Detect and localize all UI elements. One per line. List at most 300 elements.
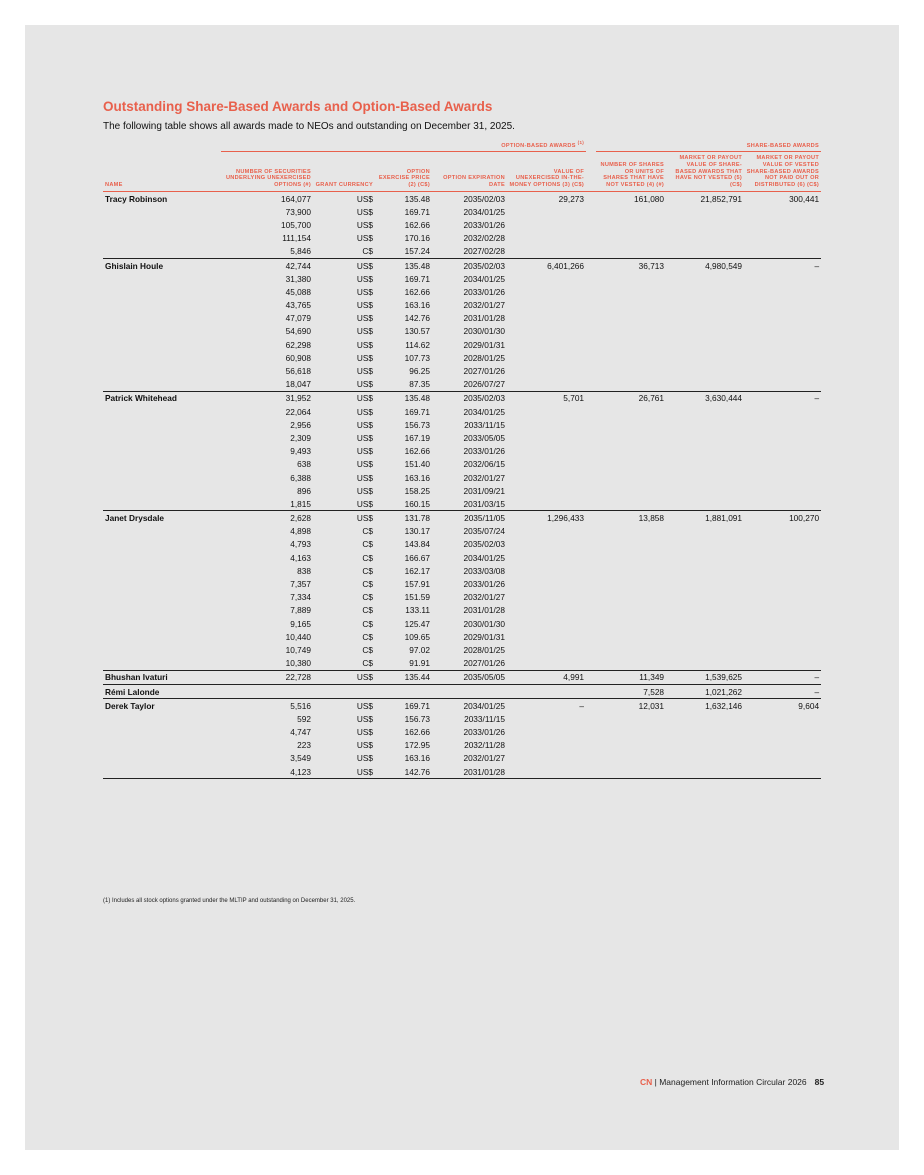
securities-cell: 3,549 — [290, 753, 311, 764]
units-cell — [596, 739, 666, 752]
expiry-cell: 2026/07/27 — [463, 379, 505, 390]
value-cell — [507, 484, 586, 497]
neo-name-cell — [103, 445, 221, 458]
units-cell — [596, 752, 666, 765]
payout-vested-cell — [744, 525, 821, 538]
table-row — [103, 564, 821, 577]
securities-cell: 7,889 — [290, 605, 311, 616]
units-cell: 11,349 — [596, 670, 666, 684]
currency-cell: C$ — [362, 579, 373, 590]
units-cell — [596, 405, 666, 418]
price-cell: 125.47 — [404, 618, 430, 629]
value-cell — [507, 218, 586, 231]
currency-cell: C$ — [362, 618, 373, 629]
units-cell — [596, 364, 666, 377]
neo-name-cell — [103, 205, 221, 218]
neo-name-cell: Ghislain Houle — [103, 258, 221, 272]
value-cell: 6,401,266 — [507, 258, 586, 272]
payout-unvested-cell — [666, 551, 744, 564]
price-cell: 135.48 — [375, 258, 432, 272]
value-cell — [507, 591, 586, 604]
neo-name-cell: Janet Drysdale — [103, 511, 221, 525]
value-cell — [507, 325, 586, 338]
value-cell — [507, 232, 586, 245]
spacer-cell — [586, 418, 596, 431]
table-row — [103, 630, 821, 643]
securities-cell: 896 — [297, 485, 311, 496]
payout-vested-cell — [744, 338, 821, 351]
payout-vested-cell — [744, 617, 821, 630]
table-row — [103, 272, 821, 285]
units-cell: 7,528 — [596, 684, 666, 698]
document-page — [25, 25, 899, 1150]
spacer-cell — [586, 657, 596, 671]
currency-cell: US$ — [356, 219, 373, 230]
payout-unvested-cell — [666, 604, 744, 617]
col-name: NAME — [103, 152, 221, 192]
spacer-cell — [586, 364, 596, 377]
neo-name-cell — [103, 232, 221, 245]
price-cell: 135.48 — [404, 193, 430, 204]
price-cell: 166.67 — [404, 552, 430, 563]
securities-cell: 111,154 — [282, 233, 311, 244]
table-row — [103, 765, 821, 779]
expiry-cell: 2031/01/28 — [463, 313, 505, 324]
spacer-cell — [586, 564, 596, 577]
table-row — [103, 205, 821, 218]
expiry-cell: 2027/02/28 — [463, 246, 505, 257]
securities-cell: 7,334 — [290, 592, 311, 603]
page-subtitle: The following table shows all awards made to NEOs and outstanding on December 31, 2025. — [103, 121, 515, 132]
currency-cell: US$ — [356, 366, 373, 377]
neo-name-cell — [103, 312, 221, 325]
neo-name-cell — [103, 657, 221, 671]
expiry-cell: 2033/01/26 — [463, 579, 505, 590]
currency-cell: US$ — [356, 419, 373, 430]
securities-cell: 105,700 — [281, 219, 311, 230]
table-row — [103, 525, 821, 538]
payout-unvested-cell — [666, 325, 744, 338]
neo-name-cell — [103, 752, 221, 765]
currency-cell: US$ — [356, 446, 373, 457]
units-cell: 12,031 — [596, 699, 666, 713]
payout-vested-cell: 100,270 — [744, 511, 821, 525]
awards-table — [103, 138, 821, 779]
neo-name-cell — [103, 564, 221, 577]
payout-vested-cell — [744, 657, 821, 671]
value-cell — [507, 205, 586, 218]
currency-cell: C$ — [362, 658, 373, 669]
neo-name-cell: Derek Taylor — [103, 699, 221, 713]
expiry-cell: 2033/11/15 — [464, 713, 505, 724]
units-cell — [596, 445, 666, 458]
currency-cell: US$ — [313, 670, 375, 684]
spacer-cell — [586, 458, 596, 471]
units-cell: 161,080 — [634, 193, 665, 204]
securities-cell: 22,064 — [285, 406, 311, 417]
neo-name-cell — [103, 285, 221, 298]
payout-vested-cell — [744, 497, 821, 511]
expiry-cell: 2030/01/30 — [463, 618, 505, 629]
value-cell — [507, 564, 586, 577]
securities-cell: 6,388 — [290, 472, 311, 483]
securities-cell: 838 — [297, 565, 311, 576]
spacer-cell — [586, 725, 596, 738]
spacer-cell — [586, 285, 596, 298]
price-cell — [375, 684, 432, 698]
expiry-cell: 2035/07/24 — [463, 526, 505, 537]
spacer-cell — [586, 497, 596, 511]
price-cell: 96.25 — [409, 366, 430, 377]
value-cell — [507, 445, 586, 458]
units-cell — [596, 245, 666, 259]
spacer-cell — [586, 484, 596, 497]
units-cell — [596, 298, 666, 311]
neo-name-cell — [103, 604, 221, 617]
payout-unvested-cell — [666, 577, 744, 590]
neo-name-cell — [103, 458, 221, 471]
expiry-cell: 2034/01/25 — [432, 699, 507, 713]
table-row — [103, 712, 821, 725]
value-cell — [507, 712, 586, 725]
payout-vested-cell — [744, 418, 821, 431]
value-cell — [507, 418, 586, 431]
neo-name-cell — [103, 364, 221, 377]
value-cell — [507, 752, 586, 765]
spacer-cell — [586, 405, 596, 418]
neo-name-cell — [103, 431, 221, 444]
payout-vested-cell — [744, 752, 821, 765]
payout-unvested-cell: 21,852,791 — [700, 193, 743, 204]
neo-name-cell — [103, 630, 221, 643]
neo-name-cell — [103, 643, 221, 656]
payout-unvested-cell — [666, 765, 744, 779]
payout-vested-cell — [744, 604, 821, 617]
value-cell — [507, 577, 586, 590]
currency-cell: US$ — [356, 300, 373, 311]
neo-name-cell — [103, 405, 221, 418]
col-price: OPTION EXERCISE PRICE (2) (C$) — [375, 152, 432, 192]
value-cell — [507, 538, 586, 551]
value-cell — [507, 364, 586, 377]
units-cell — [596, 617, 666, 630]
securities-cell: 47,079 — [285, 313, 311, 324]
units-cell — [596, 538, 666, 551]
value-cell — [507, 285, 586, 298]
price-cell: 135.44 — [375, 670, 432, 684]
spacer-cell — [586, 391, 596, 405]
expiry-cell: 2032/02/28 — [463, 233, 505, 244]
price-cell: 107.73 — [404, 352, 430, 363]
awards-table-body — [103, 191, 821, 778]
units-cell — [596, 591, 666, 604]
payout-vested-cell — [744, 272, 821, 285]
price-cell: 169.71 — [404, 206, 430, 217]
units-cell — [596, 765, 666, 779]
securities-cell: 10,380 — [285, 658, 311, 669]
expiry-cell: 2032/01/27 — [463, 592, 505, 603]
table-row — [103, 325, 821, 338]
payout-unvested-cell — [666, 630, 744, 643]
payout-unvested-cell — [666, 564, 744, 577]
table-row — [103, 484, 821, 497]
neo-name-cell — [103, 378, 221, 392]
units-cell — [596, 418, 666, 431]
securities-cell: 4,123 — [221, 765, 313, 779]
price-cell: 157.91 — [404, 579, 430, 590]
currency-cell: US$ — [313, 699, 375, 713]
price-cell: 169.71 — [375, 699, 432, 713]
currency-cell: US$ — [356, 233, 373, 244]
payout-unvested-cell: 4,980,549 — [666, 258, 744, 272]
neo-name-cell — [103, 538, 221, 551]
spacer-cell — [586, 351, 596, 364]
table-row — [103, 684, 821, 698]
table-row — [103, 364, 821, 377]
table-row — [103, 378, 821, 392]
payout-vested-cell: – — [744, 684, 821, 698]
securities-cell: 62,298 — [285, 339, 311, 350]
table-row — [103, 431, 821, 444]
value-cell — [507, 604, 586, 617]
spacer-cell — [586, 617, 596, 630]
payout-unvested-cell — [666, 458, 744, 471]
value-cell — [507, 298, 586, 311]
spacer-cell — [586, 591, 596, 604]
payout-unvested-cell — [666, 351, 744, 364]
value-cell — [507, 725, 586, 738]
units-cell — [596, 630, 666, 643]
value-cell: – — [507, 699, 586, 713]
expiry-cell: 2035/02/03 — [463, 539, 505, 550]
spacer-cell — [586, 630, 596, 643]
expiry-cell: 2029/01/31 — [463, 631, 505, 642]
price-cell: 131.78 — [375, 511, 432, 525]
price-cell: 143.84 — [404, 539, 430, 550]
currency-cell: US$ — [356, 273, 373, 284]
units-cell — [596, 471, 666, 484]
col-securities: NUMBER OF SECURITIES UNDERLYING UNEXERCISED OPTIONS (#) — [221, 152, 313, 192]
price-cell: 151.59 — [404, 592, 430, 603]
neo-name-cell — [103, 617, 221, 630]
expiry-cell: 2028/01/25 — [463, 644, 505, 655]
payout-vested-cell — [744, 591, 821, 604]
payout-unvested-cell — [666, 643, 744, 656]
currency-cell: C$ — [362, 539, 373, 550]
payout-vested-cell — [744, 245, 821, 259]
spacer-cell — [586, 699, 596, 713]
price-cell: 167.19 — [404, 432, 430, 443]
table-row — [103, 391, 821, 405]
payout-unvested-cell — [666, 725, 744, 738]
payout-vested-cell — [744, 431, 821, 444]
units-cell — [596, 325, 666, 338]
table-row — [103, 191, 821, 205]
expiry-cell: 2031/03/15 — [463, 498, 505, 509]
neo-name-cell — [103, 577, 221, 590]
spacer-cell — [586, 258, 596, 272]
price-cell: 130.17 — [404, 526, 430, 537]
expiry-cell: 2033/01/26 — [463, 219, 505, 230]
payout-unvested-cell — [666, 205, 744, 218]
neo-name-cell: Patrick Whitehead — [103, 391, 221, 405]
payout-vested-cell — [744, 471, 821, 484]
payout-vested-cell — [744, 484, 821, 497]
value-cell — [507, 617, 586, 630]
table-row — [103, 670, 821, 684]
currency-cell: C$ — [362, 592, 373, 603]
payout-vested-cell — [744, 551, 821, 564]
payout-vested-cell — [744, 577, 821, 590]
securities-cell: 43,765 — [285, 300, 311, 311]
spacer-cell — [586, 643, 596, 656]
neo-name-cell — [103, 351, 221, 364]
currency-cell: US$ — [313, 511, 375, 525]
units-cell — [596, 577, 666, 590]
payout-vested-cell — [744, 351, 821, 364]
units-cell — [596, 657, 666, 671]
payout-unvested-cell — [666, 752, 744, 765]
currency-cell: US$ — [356, 459, 373, 470]
units-cell — [596, 312, 666, 325]
value-cell — [507, 471, 586, 484]
payout-vested-cell — [744, 298, 821, 311]
payout-unvested-cell — [666, 405, 744, 418]
neo-name-cell — [103, 551, 221, 564]
currency-cell: US$ — [356, 326, 373, 337]
expiry-cell — [432, 684, 507, 698]
value-cell — [507, 630, 586, 643]
table-row — [103, 577, 821, 590]
neo-name-cell — [103, 338, 221, 351]
table-row — [103, 458, 821, 471]
table-row — [103, 312, 821, 325]
securities-cell: 223 — [297, 740, 311, 751]
price-cell: 157.24 — [404, 246, 430, 257]
table-row — [103, 551, 821, 564]
securities-cell: 1,815 — [290, 498, 311, 509]
table-row — [103, 232, 821, 245]
option-group-header: OPTION-BASED AWARDS $^{(1)}$ — [221, 138, 586, 152]
payout-vested-cell — [744, 325, 821, 338]
payout-vested-cell — [744, 538, 821, 551]
payout-vested-cell — [744, 630, 821, 643]
price-cell: 163.16 — [404, 472, 430, 483]
spacer-cell — [586, 577, 596, 590]
spacer-cell — [586, 325, 596, 338]
value-cell: 4,991 — [507, 670, 586, 684]
payout-vested-cell: 9,604 — [744, 699, 821, 713]
table-row — [103, 298, 821, 311]
currency-cell: US$ — [356, 472, 373, 483]
securities-cell: 2,628 — [221, 511, 313, 525]
expiry-cell: 2035/11/05 — [432, 511, 507, 525]
securities-cell: 2,309 — [290, 432, 311, 443]
expiry-cell: 2035/02/03 — [432, 258, 507, 272]
neo-name-cell — [103, 484, 221, 497]
payout-unvested-cell: 1,539,625 — [666, 670, 744, 684]
spacer-cell — [586, 218, 596, 231]
value-cell — [507, 338, 586, 351]
expiry-cell: 2031/01/28 — [463, 605, 505, 616]
payout-unvested-cell — [666, 378, 744, 392]
price-cell: 156.73 — [404, 419, 430, 430]
units-cell — [596, 351, 666, 364]
price-cell: 158.25 — [404, 485, 430, 496]
payout-unvested-cell — [666, 497, 744, 511]
currency-cell: US$ — [356, 753, 373, 764]
securities-cell: 54,690 — [285, 326, 311, 337]
neo-name-cell — [103, 298, 221, 311]
price-cell: 130.57 — [404, 326, 430, 337]
currency-cell: C$ — [362, 605, 373, 616]
price-cell: 151.40 — [404, 459, 430, 470]
col-expiry: OPTION EXPIRATION DATE — [432, 152, 507, 192]
value-cell — [507, 312, 586, 325]
table-row — [103, 591, 821, 604]
currency-cell: US$ — [356, 406, 373, 417]
price-cell: 162.66 — [404, 446, 430, 457]
payout-unvested-cell — [666, 232, 744, 245]
document-name: Management Information Circular 2026 — [659, 1077, 807, 1087]
securities-cell: 10,749 — [285, 644, 311, 655]
spacer-cell — [586, 298, 596, 311]
payout-vested-cell: 300,441 — [789, 193, 820, 204]
price-cell: 163.16 — [404, 753, 430, 764]
neo-name-cell — [103, 471, 221, 484]
units-cell — [596, 712, 666, 725]
payout-vested-cell — [744, 232, 821, 245]
price-cell: 135.48 — [375, 391, 432, 405]
units-cell — [596, 205, 666, 218]
table-row — [103, 245, 821, 259]
expiry-cell: 2029/01/31 — [463, 339, 505, 350]
payout-unvested-cell — [666, 312, 744, 325]
securities-cell: 9,493 — [290, 446, 311, 457]
table-row — [103, 285, 821, 298]
group-header-row — [103, 138, 821, 152]
table-row — [103, 418, 821, 431]
payout-unvested-cell — [666, 617, 744, 630]
table-row — [103, 604, 821, 617]
payout-unvested-cell — [666, 471, 744, 484]
units-cell — [596, 218, 666, 231]
spacer-cell — [586, 312, 596, 325]
units-cell — [596, 378, 666, 392]
price-cell: 97.02 — [409, 644, 430, 655]
spacer-cell — [586, 765, 596, 779]
expiry-cell: 2034/01/25 — [463, 273, 505, 284]
neo-name-cell — [103, 765, 221, 779]
price-cell: 162.66 — [404, 727, 430, 738]
table-row — [103, 617, 821, 630]
expiry-cell: 2033/01/26 — [463, 446, 505, 457]
spacer-cell — [586, 445, 596, 458]
units-cell — [596, 604, 666, 617]
expiry-cell: 2027/01/26 — [463, 658, 505, 669]
units-cell — [596, 484, 666, 497]
payout-unvested-cell: 1,632,146 — [666, 699, 744, 713]
payout-vested-cell — [744, 218, 821, 231]
value-cell — [507, 378, 586, 392]
table-row — [103, 752, 821, 765]
expiry-cell: 2028/01/25 — [463, 352, 505, 363]
expiry-cell: 2033/03/08 — [463, 565, 505, 576]
table-row — [103, 725, 821, 738]
payout-unvested-cell — [666, 245, 744, 259]
expiry-cell: 2032/11/28 — [464, 740, 505, 751]
payout-vested-cell — [744, 564, 821, 577]
